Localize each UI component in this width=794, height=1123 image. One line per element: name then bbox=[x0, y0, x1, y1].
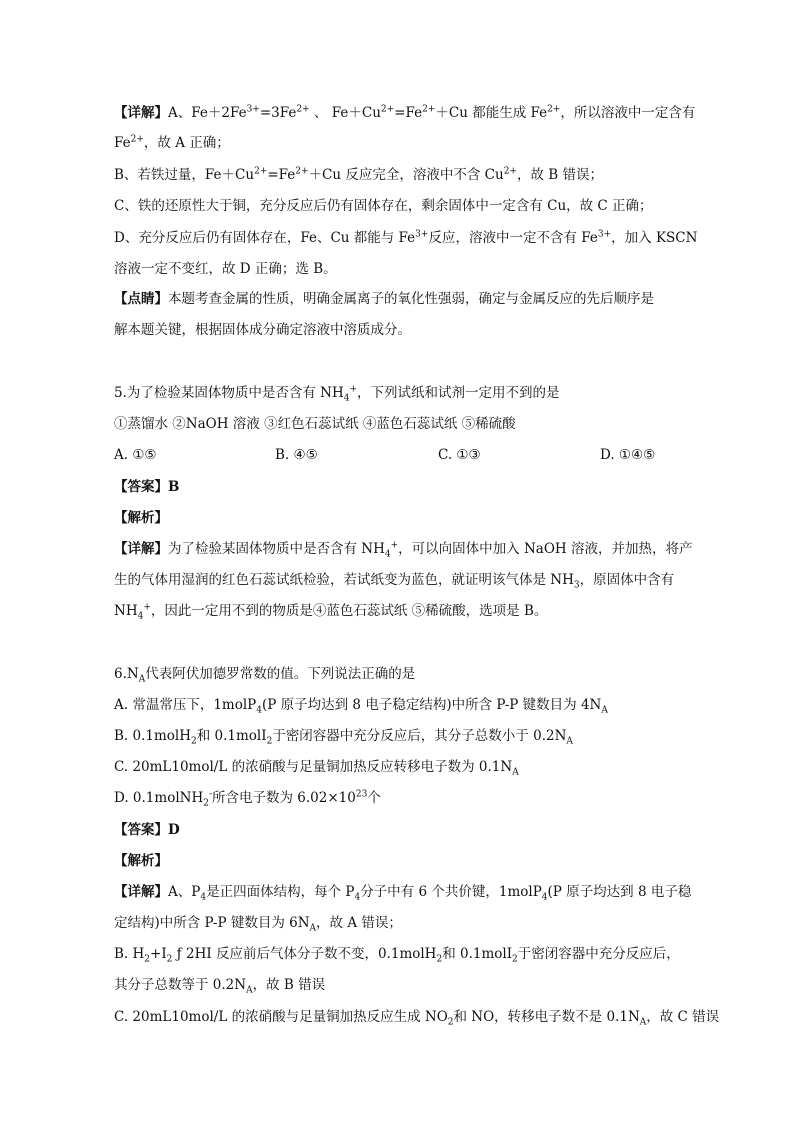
point-tag: 【点睛】 bbox=[114, 291, 168, 307]
q6-option-c: C. 20mL10mol/L 的浓硝酸与足量铜加热反应转移电子数为 $0.1N_A$ bbox=[114, 759, 519, 778]
q5-analysis: 【解析】 bbox=[114, 510, 168, 526]
q6-detail-line-5: C. 20mL10mol/L 的浓硝酸与足量铜加热反应生成 $NO_2$和 NO，转移电子数不是 $0.1N_A$，故 C 错误 bbox=[114, 1009, 720, 1028]
q4-point-line-1: 【点睛】本题考查金属的性质，明确金属离子的氧化性强弱，确定与金属反应的先后顺序是 bbox=[114, 291, 654, 307]
q5-stem: 5.为了检验某固体物质中是否含有 $NH_4^+$，下列试纸和试剂一定用不到的是 bbox=[114, 384, 560, 404]
q6-analysis: 【解析】 bbox=[114, 853, 168, 869]
q4-detail-line-5: D、充分反应后仍有固体存在，Fe、Cu 都能与 $Fe^{3+}$反应，溶液中一定不含有 $Fe^{3+}$，加入 KSCN bbox=[114, 229, 698, 246]
q6-option-a: A. 常温常压下，1molP$_4$(P 原子均达到 8 电子稳定结构)中所含 P-P 键数目为 $4N_A$ bbox=[114, 697, 608, 716]
q6-option-b: B. 0.1molH$_2$和 0.1molI$_2$于密闭容器中充分反应后，其分子总数小于 $0.2N_A$ bbox=[114, 728, 573, 747]
q4-detail-line-3: B、若铁过量，$Fe+Cu^{2+}=Fe^{2+}+Cu$ 反应完全，溶液中不含 $Cu^{2+}$，故 B 错误； bbox=[114, 166, 603, 183]
q5-answer: 【答案】B bbox=[114, 479, 180, 495]
q5-option-b: B. ④⑤ bbox=[275, 447, 318, 463]
q4-detail-line-6: 溶液一定不变红，故 D 正确；选 B。 bbox=[114, 261, 337, 277]
q6-detail-line-1: 【详解】A、$P_4$是正四面体结构，每个 $P_4$分子中有 6 个共价键，1molP$_4$(P 原子均达到 8 电子稳 bbox=[114, 884, 692, 903]
q6-detail-line-2: 定结构)中所含 P-P 键数目为 $6N_A$，故 A 错误； bbox=[114, 915, 402, 934]
q6-answer: 【答案】D bbox=[114, 822, 180, 838]
q6-detail-line-4: 其分子总数等于 $0.2N_A$，故 B 错误 bbox=[114, 977, 326, 996]
detail-tag: 【详解】 bbox=[114, 105, 168, 121]
q6-stem: $6.N_A$代表阿伏加德罗常数的值。下列说法正确的是 bbox=[114, 666, 416, 685]
q5-option-a: A. ①⑤ bbox=[114, 447, 157, 463]
q5-detail-line-2: 生的气体用湿润的红色石蕊试纸检验，若试纸变为蓝色，就证明该气体是 $NH_3$，原固体中含有 bbox=[114, 572, 675, 591]
q4-detail-line-2: $Fe^{2+}$，故 A 正确； bbox=[114, 134, 230, 151]
q5-option-d: D. ①④⑤ bbox=[600, 447, 656, 463]
q4-detail-line-1: 【详解】A、$Fe+2Fe^{3+}=3Fe^{2+}$ 、 $Fe+Cu^{2+}=Fe^{2+}+Cu$ 都能生成 $Fe^{2+}$，所以溶液中一定含有 bbox=[114, 104, 696, 121]
q6-detail-line-3: B. $H_2+I_2$ ƒ 2HI 反应前后气体分子数不变，0.1molH$_2$和 0.1molI$_2$于密闭容器中充分反应后， bbox=[114, 946, 680, 965]
q4-point-line-2: 解本题关键，根据固体成分确定溶液中溶质成分。 bbox=[114, 322, 411, 338]
q5-detail-line-3: $NH_4^+$，因此一定用不到的物质是④蓝色石蕊试纸 ⑤稀硫酸，选项是 B。 bbox=[114, 602, 548, 622]
q5-option-c: C. ①③ bbox=[438, 447, 481, 463]
q6-option-d: D. 0.1molNH$_2$-所含电子数为 $6.02\times 10^{23}$个 bbox=[114, 789, 381, 809]
q5-detail-line-1: 【详解】为了检验某固体物质中是否含有 $NH_4^+$，可以向固体中加入 NaOH 溶液，并加热，将产 bbox=[114, 540, 693, 560]
q5-items: ①蒸馏水 ②NaOH 溶液 ③红色石蕊试纸 ④蓝色石蕊试纸 ⑤稀硫酸 bbox=[114, 416, 516, 432]
q4-detail-line-4: C、铁的还原性大于铜，充分反应后仍有固体存在，剩余固体中一定含有 Cu，故 C 正确； bbox=[114, 198, 653, 214]
